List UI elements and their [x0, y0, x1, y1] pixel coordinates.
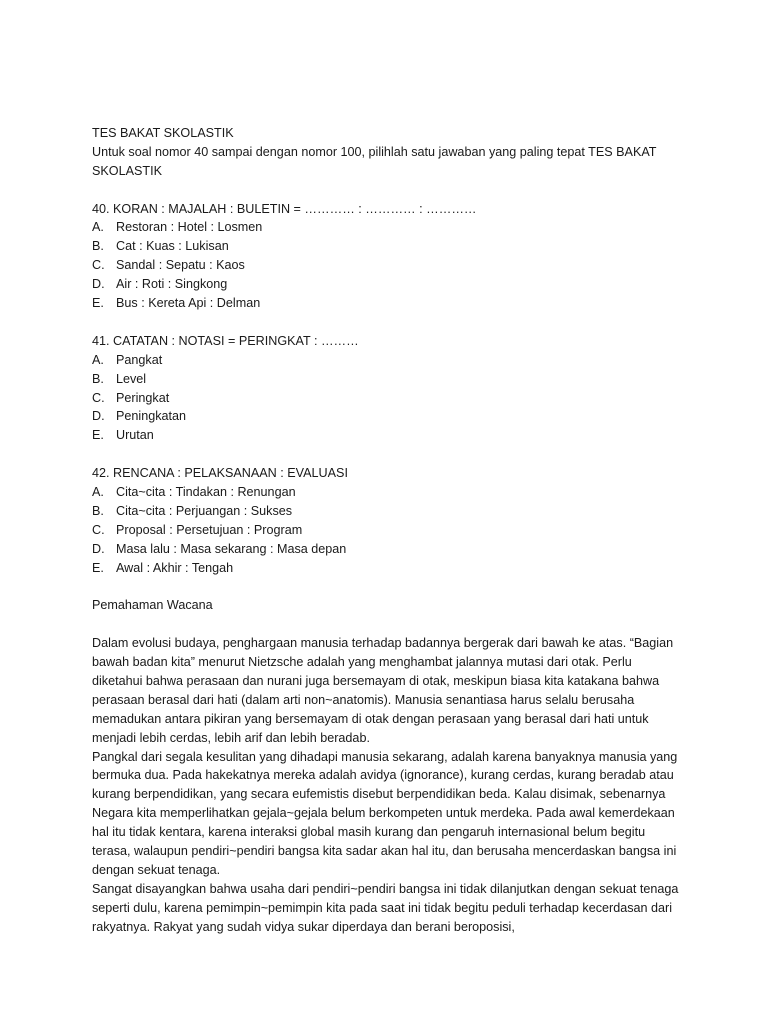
option-a: [92, 218, 682, 237]
option-letter: C.: [92, 522, 105, 537]
option-letter: E.: [92, 428, 104, 443]
option-b: [92, 502, 682, 521]
option-c: [92, 521, 682, 540]
option-b: [92, 370, 682, 389]
option-letter: B.: [92, 239, 104, 254]
option-text: Proposal : Persetujuan : Program: [116, 522, 303, 537]
question-40: [92, 200, 682, 313]
spacer: [92, 615, 682, 634]
spacer: [92, 577, 682, 596]
option-text: Pangkat: [116, 352, 163, 367]
option-c: [92, 256, 682, 275]
option-letter: D.: [92, 409, 105, 424]
spacer: [92, 181, 682, 200]
passage-paragraph-3: Sangat disayangkan bahwa usaha dari pendiri~pendiri bangsa ini tidak dilanjutkan dengan sekuat tenaga seperti dulu, karena pemimpin~pemimpin kita pada saat ini tidak begitu peduli terhadap kecerdasan dari rakyatnya. Rakyat yang sudah vidya sukar diperdaya dan berani beroposisi,: [92, 881, 679, 934]
option-letter: B.: [92, 503, 104, 518]
option-text: Restoran : Hotel : Losmen: [116, 220, 263, 235]
option-text: Cat : Kuas : Lukisan: [116, 239, 229, 254]
question-42: [92, 464, 682, 577]
option-a: [92, 351, 682, 370]
document-title: TES BAKAT SKOLASTIK: [92, 126, 234, 140]
option-e: [92, 426, 682, 445]
option-text: Peringkat: [116, 390, 170, 405]
option-letter: A.: [92, 352, 104, 367]
document-page: [92, 124, 682, 937]
option-text: Masa lalu : Masa sekarang : Masa depan: [116, 541, 347, 556]
option-letter: A.: [92, 484, 104, 499]
option-text: Cita~cita : Tindakan : Renungan: [116, 484, 296, 499]
spacer: [92, 313, 682, 332]
option-c: [92, 389, 682, 408]
option-letter: D.: [92, 541, 105, 556]
option-letter: D.: [92, 277, 105, 292]
option-letter: E.: [92, 296, 104, 311]
option-letter: C.: [92, 390, 105, 405]
option-letter: C.: [92, 258, 105, 273]
option-d: [92, 407, 682, 426]
option-text: Peningkatan: [116, 409, 187, 424]
option-d: [92, 275, 682, 294]
option-b: [92, 237, 682, 256]
question-stem: 42. RENCANA : PELAKSANAAN : EVALUASI: [92, 466, 348, 481]
option-text: Urutan: [116, 428, 154, 443]
option-text: Cita~cita : Perjuangan : Sukses: [116, 503, 293, 518]
question-41: [92, 332, 682, 445]
section-title: Pemahaman Wacana: [92, 598, 213, 613]
option-d: [92, 540, 682, 559]
option-letter: B.: [92, 371, 104, 386]
option-text: Level: [116, 371, 147, 386]
question-stem: 41. CATATAN : NOTASI = PERINGKAT : ………: [92, 333, 359, 348]
passage-paragraph-1: Dalam evolusi budaya, penghargaan manusia terhadap badannya bergerak dari bawah ke atas. “Bagian bawah badan kita” menurut Nietzsche adalah yang menghambat jalannya mutasi dari otak. Perlu diketahui bahwa perasaan dan nurani juga bersemayam di otak, meskipun biasa kita katakana bahwa perasaan berasal dari hati (dalam arti non~anatomis). Manusia senantiasa harus selalu berusaha memadukan antara pikiran yang bersemayam di otak dengan perasaan yang berasal dari hati untuk menjadi lebih cerdas, lebih arif dan lebih beradab.: [92, 636, 674, 745]
option-text: Bus : Kereta Api : Delman: [116, 296, 261, 311]
option-text: Awal : Akhir : Tengah: [116, 560, 234, 575]
spacer: [92, 445, 682, 464]
passage-paragraph-2: Pangkal dari segala kesulitan yang dihadapi manusia sekarang, adalah karena banyaknya manusia yang bermuka dua. Pada hakekatnya mereka adalah avidya (ignorance), kurang cerdas, kurang beradab atau kurang berpendidikan, yang secara eufemistis disebut berpendidikan beda. Kalau disimak, sebenarnya Negara kita memperlihatkan gejala~gejala belum berkompeten untuk merdeka. Pada awal kemerdekaan hal itu tidak kentara, karena interaksi global masih kurang dan pengaruh internasional belum begitu terasa, walaupun pendiri~pendiri bangsa kita sadar akan hal itu, dan berusaha mencerdaskan bangsa ini dengan sekuat tenaga.: [92, 749, 678, 877]
option-e: [92, 294, 682, 313]
question-stem: 40. KORAN : MAJALAH : BULETIN = ………… : ………… : …………: [92, 201, 477, 216]
option-text: Air : Roti : Singkong: [116, 277, 228, 292]
option-letter: A.: [92, 220, 104, 235]
option-text: Sandal : Sepatu : Kaos: [116, 258, 245, 273]
instruction-text: Untuk soal nomor 40 sampai dengan nomor 100, pilihlah satu jawaban yang paling tepat TES BAKAT SKOLASTIK: [92, 144, 657, 178]
option-a: [92, 483, 682, 502]
option-letter: E.: [92, 560, 104, 575]
option-e: [92, 559, 682, 578]
